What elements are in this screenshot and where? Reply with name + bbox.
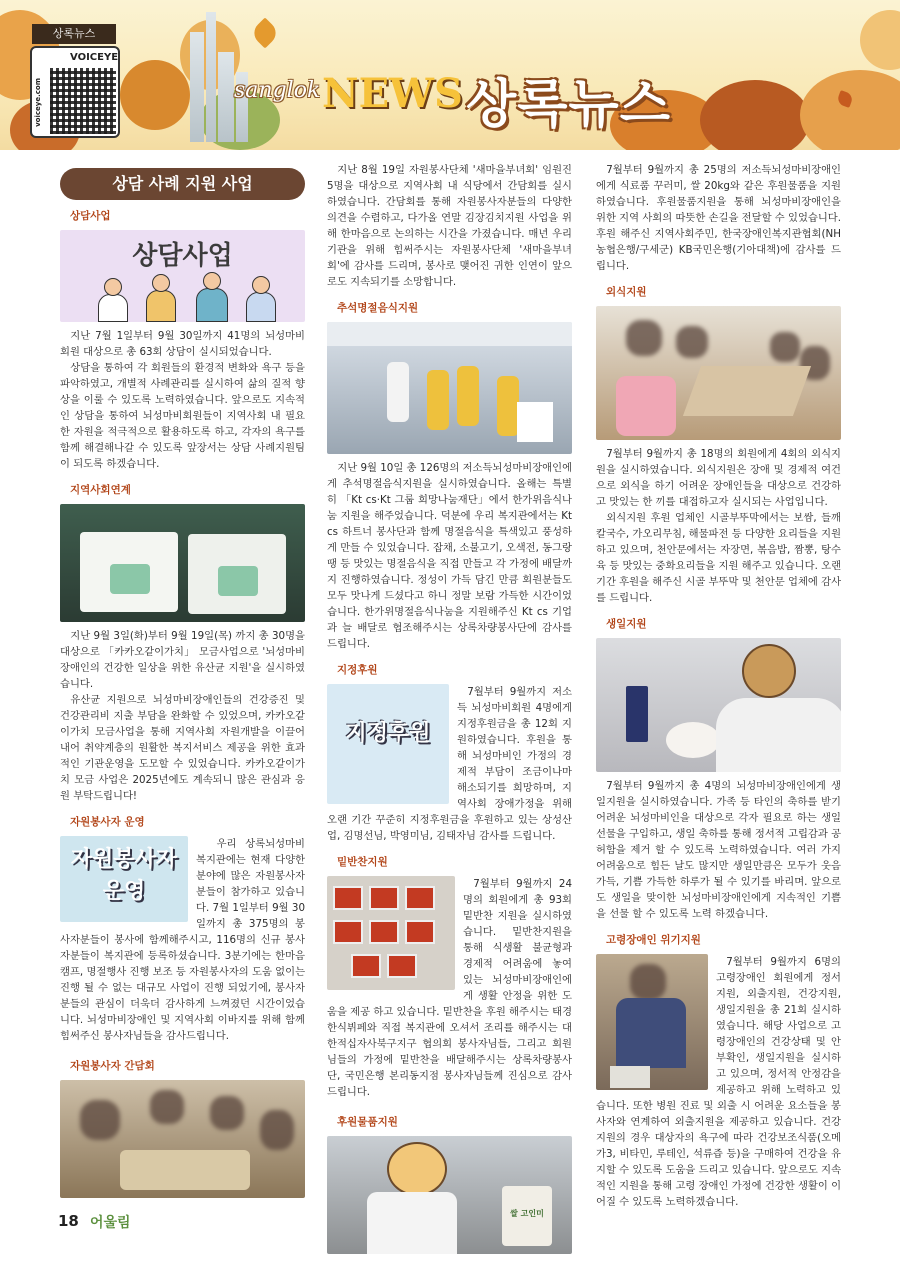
dish: [405, 920, 435, 944]
column-left: [60, 168, 305, 1198]
dish: [369, 920, 399, 944]
paragraph: 7월부터 9월까지 저소득 뇌성마비회원 4명에게 지정후원금을 총 12회 지원하였습니다. 후원을 통해 뇌성마비인 가정의 경제적 부담이 조금이나마 해소되기를 희망하며, 지역사회 장애가정을 위해 오랜 기간 꾸준히 지정후원금을 후원하고 있는 상성산업, 김명선님, 박영미님, 김태자님 감사를 드립니다.: [327, 686, 572, 842]
paragraph: 지난 9월 10일 총 126명의 저소득뇌성마비장애인에게 추석명절음식지원을 실시하였습니다. 올해는 특별히 「Kt cs·Kt 그룹 희망나눔재단」에서 한가위음식나눔 지원을 해주었습니다. 덕분에 우리 복지관에서는 Kt cs 하트너 봉사단과 함께 명절음식을 특색있고 풍성하게 만들 수 있었습니다. 잡채, 소불고기, 오색전, 동그랑땡 등 맛있는 명절음식을 직접 만들고 각 가정에 배달까지 진행하였습니다. 정성이 가득 담긴 만큼 회원분들도 모두 맛나게 드셨다고 하니 정말 보람 가득한 시간이었습니다. 한가위명절음식나눔을 지원해주신 Kt cs 기업과 늘 배달로 협조해주시는 상록차량봉사단에 감사를 드립니다.: [327, 462, 573, 650]
dish: [333, 886, 363, 910]
rice-bag: [502, 1186, 552, 1246]
person-figure: [196, 288, 228, 322]
meeting-photo: [60, 1080, 305, 1198]
rice-bag-label: 쌀 고인미: [510, 1209, 544, 1218]
table: [120, 1150, 250, 1190]
magazine-logo: 어울림: [90, 1215, 131, 1231]
person-figure: [98, 294, 128, 322]
paragraph: 7월부터 9월까지 총 25명의 저소득뇌성마비장애인에게 식료품 꾸러미, 쌀 20kg와 같은 후원물품을 지원하였습니다. 후원물품지원을 통해 뇌성마비장애인을 위한 지역 사회의 따뜻한 손길을 전달할 수 있었습니다. 후원 해주신 지역사회주민, 한국장애인복지관협회(NH농협은행/구세군) KB국민은행(기아대책)에 감사를 드립니다.: [596, 164, 842, 272]
person-figure: [246, 292, 276, 322]
subsection-label: 자원봉사자 운영: [70, 816, 145, 828]
table: [683, 366, 811, 416]
person-head: [252, 276, 270, 294]
blurred-face: [630, 964, 666, 1000]
voiceye-qr-code: [30, 46, 120, 138]
cartoon-dog-face: [387, 1142, 447, 1196]
paragraph: 7월부터 9월까지 총 4명의 뇌성마비장애인에게 생일지원을 실시하였습니다. 가족 등 타인의 축하를 받기 어려운 뇌성마비인을 대상으로 각자 필요로 하는 생일선물을 구입하고, 생일 축하를 통해 정서적 고립감과 공허함을 제거 할 수 있도록 노력하였습니다. 여러 가지 어려움으로 힘든 날도 많지만 생일만큼은 모두가 웃음 가득, 기쁨 가득한 하루가 될 수 있기를 바리며. 앞으로도 생일을 맞이한 뇌성마비장애인에게 지속적인 기쁨을 선물 할 수 있도록 노력 하겠습니다.: [596, 780, 842, 920]
subsection-label: 지역사회연계: [70, 484, 131, 496]
birthday-photo: [596, 638, 841, 772]
bag-print: [218, 566, 258, 596]
chef: [387, 362, 409, 422]
blurred-face: [150, 1090, 184, 1124]
dining-photo: [596, 306, 841, 440]
paragraph: 외식지원 후원 업체인 시골부뚜막에서는 보쌈, 들깨칼국수, 가오리무침, 해물파전 등 다양한 요리들을 지원하고 있으며, 천안문에서는 자장면, 볶음밥, 짬뽕, 탕수육 등 맛있는 중화요리들을 지원 해주고 있습니다. 오랜 기간 후원을 해주신 시골 부뚜막 및 천안문 업체에 감사를 드립니다.: [596, 512, 842, 604]
subsection-label: 후원물품지원: [337, 1116, 398, 1128]
paragraph: 지난 8월 19일 자원봉사단체 '새마을부녀회' 임원진 5명을 대상으로 지역사회 내 식당에서 간담회를 실시하였습니다. 간담회를 통해 자원봉사자분들의 다양한 의견을 수렴하고, 다가올 연말 김장김치지원 사업을 위해 한마음으로 논의하는 시간을 가졌습니다. 매년 우리 기관을 위해 힘써주시는 자원봉사단체 '새마을부녀회'에 감사를 드리며, 봉사로 맺어진 귀한 인연이 앞으로도 지속되기를 소망합니다.: [327, 164, 572, 288]
qr-label: VOICEYE: [70, 52, 119, 63]
subsection-label: 추석명절음식지원: [337, 302, 419, 314]
volunteer: [457, 366, 479, 426]
cooking-photo: [327, 322, 572, 454]
dish: [333, 920, 363, 944]
counseling-illustration: [60, 230, 305, 322]
qr-grid: [50, 68, 116, 134]
person: [616, 998, 686, 1068]
person-head: [203, 272, 221, 290]
header-banner: [0, 0, 900, 150]
donation-card: [327, 684, 449, 804]
volunteer: [497, 376, 519, 436]
cartoon-face-sticker: [742, 644, 796, 698]
side-dish-photo: [327, 876, 455, 990]
subsection-label: 밑반찬지원: [337, 856, 388, 868]
volunteer: [427, 370, 449, 430]
gift-box: [626, 686, 648, 742]
paragraph: 지난 9월 3일(화)부터 9월 19일(목) 까지 총 30명을 대상으로 「카카오같이가치」 모금사업으로 '뇌성마비장애인의 건강한 일상을 위한 유산균 지원'을 실시하였습니다.: [60, 630, 305, 690]
section-tag: 상록뉴스: [32, 24, 116, 44]
subsection-label: 생일지원: [606, 618, 647, 630]
blurred-face: [770, 332, 800, 362]
title-news: NEWS: [322, 70, 463, 117]
boxes: [517, 402, 553, 442]
person: [616, 376, 676, 436]
dish: [351, 954, 381, 978]
paragraph: 7월부터 9월까지 24명의 회원에게 총 93회 밑반찬 지원을 실시하였습니다. 밑반찬지원을 통해 식생활 불균형과 경제적 어려움에 놓여 있는 뇌성마비장애인에게 생활 안정을 위한 도움을 제공 하고 있습니다. 밑반찬을 후원 해주시는 태경한식뷔페와 직접 복지관에 오셔서 조리를 해주시는 대한적십자사북구지구 협의회 봉사자님들, 그리고 회원님들의 가정에 밑반찬을 배달해주시는 상록차량봉사단, 국민은행 본리동지점 봉사자님들께 진심으로 감사드립니다.: [327, 878, 573, 1098]
subsection-label: 자원봉사자 간담회: [70, 1060, 155, 1072]
volunteer-card: [60, 836, 188, 922]
elderly-support-photo: [596, 954, 708, 1090]
person-figure: [146, 290, 176, 322]
subsection-label: 고령장애인 위기지원: [606, 934, 701, 946]
gift: [610, 1066, 650, 1088]
dish: [369, 886, 399, 910]
illustration-title: 상담사업: [132, 241, 233, 271]
page-title: 상록뉴스: [466, 75, 671, 135]
gift-bags-photo: [60, 504, 305, 622]
subsection-label: 지정후원: [337, 664, 378, 676]
qr-side-label: voiceye.com: [34, 78, 42, 127]
column-right: [596, 162, 841, 1210]
paragraph: 7월부터 9월까지 6명의 고령장애인 회원에게 정서지원, 외출지원, 건강지원, 생일지원을 총 21회 실시하였습니다. 해당 사업으로 고령장애인의 건강상태 및 안부확인, 생일지원을 실시하고 있으며, 정서적 안정감을 제공하고 위해 노력하고 있습니다. 또한 병원 진료 및 외출 시 어려운 요소들을 봉사자와 연계하여 외출지원을 제공하고 있습니다. 건강지원의 경우 대상자의 욕구에 따라 건강보조식품(오메가3, 비타민, 루테인, 석류즙 등)을 구매하여 건강을 유지할 수 있도록 도움을 드리고 있습니다. 앞으로도 지속적인 지원을 통해 고령 장애인 가정에 건강한 생활이 이어질 수 있도록 노력하겠습니다.: [596, 956, 842, 1208]
blurred-face: [676, 326, 708, 358]
paragraph: 상담을 통하여 각 회원들의 환경적 변화와 욕구 등을 파악하였고, 개별적 사례관리를 실시하여 삶의 질적 향상을 이룰 수 있도록 노력하였습니다. 앞으로도 지속적인 상담을 통하여 뇌성마비회원들이 지역사회 내 필요한 자원을 적극적으로 활용하도록 하고, 각자의 욕구를 함께 해결해나갈 수 있도록 앞장서는 상담 사례지원팀이 되도록 하겠습니다.: [60, 362, 305, 470]
maple-leaf-icon: [249, 17, 280, 48]
paragraph: 유산균 지원으로 뇌성마비장애인들의 건강증진 및 건강관리비 지출 부담을 완화할 수 있었으며, 카카오같이가치 모금사업을 통해 지역사회 자원개발을 이끌어내어 취약계층의 원활한 복지서비스 제공을 위한 효과적인 기관운영을 도모할 수 있었습니다. 카카오같이가치 모금 사업은 2025년에도 계속되니 많은 관심과 응원 부탁드립니다!: [60, 694, 305, 802]
blurred-face: [80, 1100, 120, 1140]
section-heading: 상담 사례 지원 사업: [60, 168, 305, 200]
person-head: [152, 274, 170, 292]
blurred-face: [210, 1096, 244, 1130]
blurred-face: [260, 1110, 294, 1150]
paragraph: 우리 상록뇌성마비복지관에는 현재 다양한 분야에 많은 자원봉사자 분들이 참가하고 있습니다. 7월 1일부터 9월 30일까지 총 375명의 봉사자분들이 봉사에 함께해주시고, 116명의 신규 봉사자분들이 복지관에 등록하셨습니다. 3분기에는 한마음 캠프, 명절행사 진행 보조 등 자원봉사자의 도움 없이는 진행 될 수 없는 대규모 사업이 진행 되었기에, 봉사자분들의 관심이 더욱더 감사하게 느껴졌던 시간이었습니다. 뇌성마비장애인 및 지역사회 이바지를 위해 함께 힘써주신 봉사자님들을 감사드립니다.: [60, 838, 306, 1042]
subsection-label: 상담사업: [70, 210, 111, 222]
page-number: 18: [58, 1212, 79, 1230]
person: [716, 698, 841, 772]
person-head: [104, 278, 122, 296]
ceiling: [327, 322, 572, 346]
subsection-label: 외식지원: [606, 286, 647, 298]
paragraph: 7월부터 9월까지 총 18명의 회원에게 4회의 외식지원을 실시하였습니다. 외식지원은 장애 및 경제적 여건으로 외식을 하기 어려운 장애인들을 대상으로 건강하고 맛있는 한 끼를 대접하고자 실시되는 사업입니다.: [596, 448, 841, 508]
donation-goods-photo: [327, 1136, 572, 1254]
dish: [405, 886, 435, 910]
card-line-2: 운영: [102, 879, 146, 904]
blurred-face: [626, 320, 662, 356]
dish: [387, 954, 417, 978]
card-title: 지정후원: [345, 721, 431, 746]
paragraph: 지난 7월 1일부터 9월 30일까지 41명의 뇌성마비 회원 대상으로 총 63회 상담이 실시되었습니다.: [60, 330, 305, 358]
person: [367, 1192, 457, 1254]
card-line-1: 자원봉사자: [70, 847, 178, 872]
title-english: sanglok: [234, 78, 321, 103]
bag-print: [110, 564, 150, 594]
column-middle: [327, 162, 572, 1254]
cake: [666, 722, 720, 758]
